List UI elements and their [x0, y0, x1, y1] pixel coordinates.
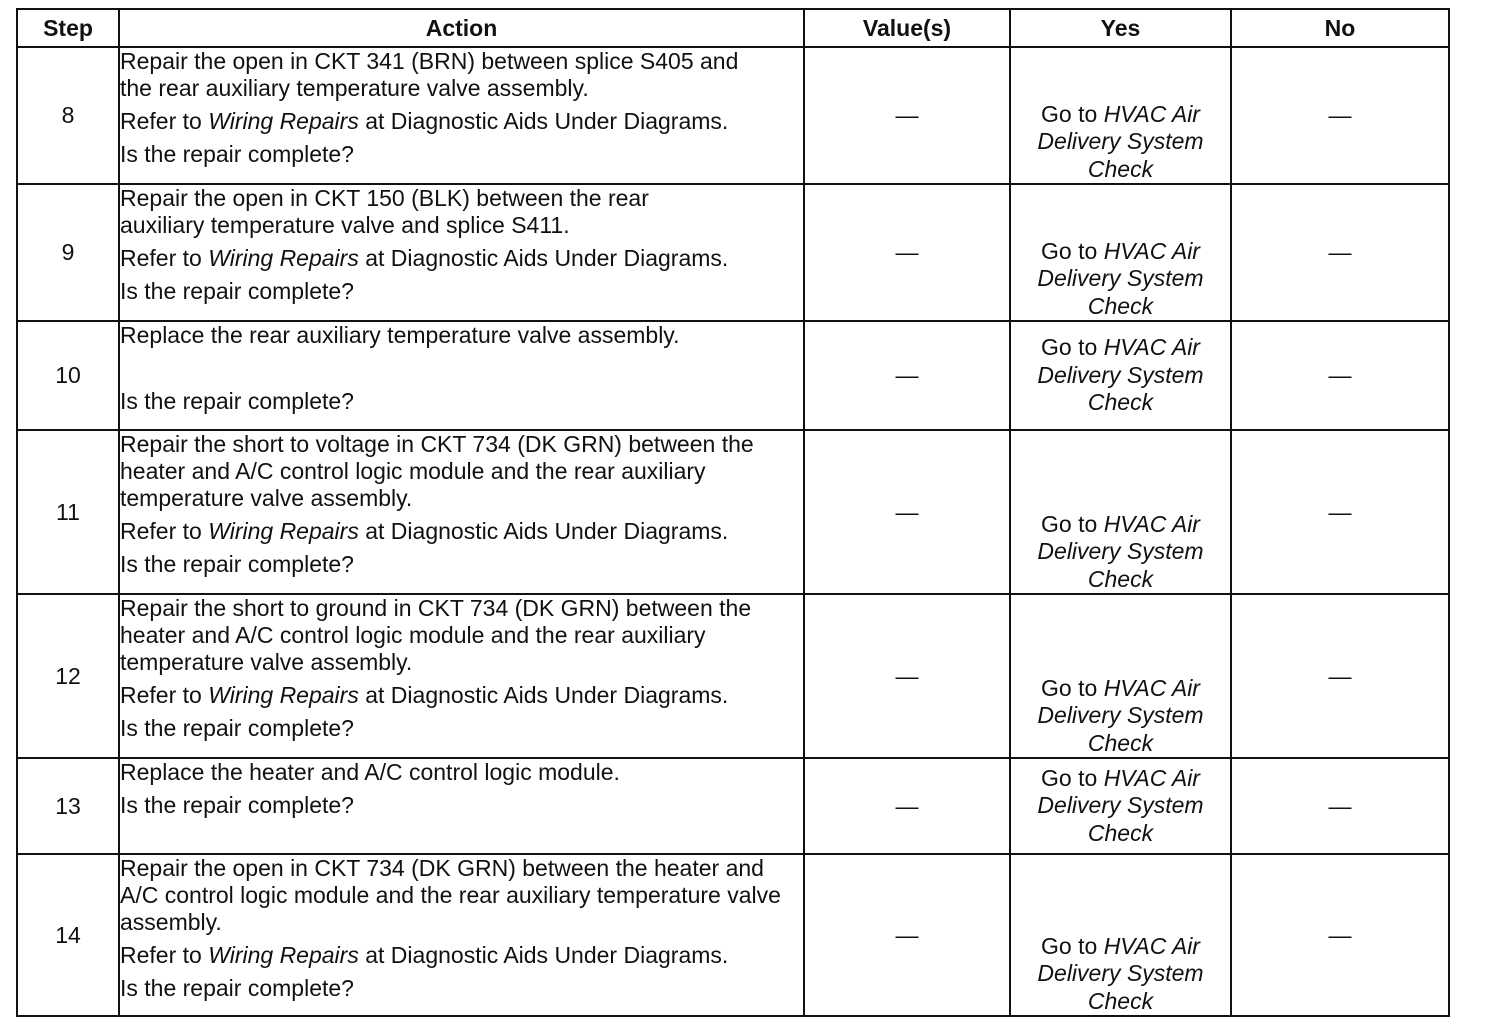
- hvac-check-link[interactable]: HVAC Air Delivery System Check: [1037, 510, 1204, 592]
- header-action: Action: [119, 9, 804, 47]
- diagnostic-table: [16, 8, 1450, 1017]
- action-text: Repair the short to voltage in CKT 734 (DK GRN) between the heater and A/C control logic module and the rear auxiliary temperature valve assembly.: [120, 431, 754, 511]
- wiring-repairs-link[interactable]: Wiring Repairs: [208, 942, 359, 968]
- step-number: 10: [17, 321, 119, 430]
- value-cell: —: [804, 321, 1010, 430]
- hvac-check-link[interactable]: HVAC Air Delivery System Check: [1037, 764, 1204, 846]
- question-text: Is the repair complete?: [120, 141, 354, 167]
- no-cell: —: [1231, 430, 1449, 594]
- table-row: [17, 321, 1449, 430]
- question-text: Is the repair complete?: [120, 551, 354, 577]
- value-cell: —: [804, 594, 1010, 758]
- table-row: [17, 430, 1449, 594]
- yes-cell: Go to HVAC Air Delivery System Check: [1010, 47, 1231, 184]
- header-step: Step: [17, 9, 119, 47]
- step-number: 12: [17, 594, 119, 758]
- value-cell: —: [804, 47, 1010, 184]
- refer-text: Refer to Wiring Repairs at Diagnostic Aids Under Diagrams.: [120, 682, 729, 708]
- step-number: 11: [17, 430, 119, 594]
- hvac-check-link[interactable]: HVAC Air Delivery System Check: [1037, 932, 1204, 1014]
- action-text: Repair the short to ground in CKT 734 (DK GRN) between the heater and A/C control logic module and the rear auxiliary temperature valve assembly.: [120, 595, 752, 675]
- question-text: Is the repair complete?: [120, 792, 354, 818]
- step-number: 14: [17, 854, 119, 1016]
- step-number: 13: [17, 758, 119, 854]
- question-text: Is the repair complete?: [120, 975, 354, 1001]
- question-text: Is the repair complete?: [120, 388, 354, 414]
- value-cell: —: [804, 854, 1010, 1016]
- action-cell: [119, 430, 804, 594]
- table-row: [17, 594, 1449, 758]
- wiring-repairs-link[interactable]: Wiring Repairs: [208, 518, 359, 544]
- action-text: Repair the open in CKT 150 (BLK) between the rear auxiliary temperature valve and splice S411.: [120, 185, 649, 238]
- action-text: Replace the heater and A/C control logic module.: [120, 759, 620, 785]
- refer-text: Refer to Wiring Repairs at Diagnostic Aids Under Diagrams.: [120, 108, 729, 134]
- action-text: Replace the rear auxiliary temperature valve assembly.: [120, 322, 680, 348]
- refer-text: Refer to Wiring Repairs at Diagnostic Aids Under Diagrams.: [120, 245, 729, 271]
- value-cell: —: [804, 430, 1010, 594]
- yes-cell: Go to HVAC Air Delivery System Check: [1010, 430, 1231, 594]
- no-cell: —: [1231, 47, 1449, 184]
- no-cell: —: [1231, 758, 1449, 854]
- action-text: Repair the open in CKT 734 (DK GRN) between the heater and A/C control logic module and the rear auxiliary temperature valve assembly.: [120, 855, 781, 935]
- question-text: Is the repair complete?: [120, 278, 354, 304]
- hvac-check-link[interactable]: HVAC Air Delivery System Check: [1037, 237, 1204, 319]
- no-cell: —: [1231, 321, 1449, 430]
- hvac-check-link[interactable]: HVAC Air Delivery System Check: [1037, 334, 1204, 416]
- yes-cell: Go to HVAC Air Delivery System Check: [1010, 854, 1231, 1016]
- table-row: [17, 47, 1449, 184]
- step-number: 8: [17, 47, 119, 184]
- value-cell: —: [804, 758, 1010, 854]
- yes-cell: Go to HVAC Air Delivery System Check: [1010, 594, 1231, 758]
- action-cell: [119, 321, 804, 430]
- action-cell: [119, 758, 804, 854]
- action-cell: [119, 594, 804, 758]
- table-row: [17, 184, 1449, 321]
- wiring-repairs-link[interactable]: Wiring Repairs: [208, 108, 359, 134]
- action-text: Repair the open in CKT 341 (BRN) between splice S405 and the rear auxiliary temperature valve assembly.: [120, 48, 739, 101]
- refer-text: Refer to Wiring Repairs at Diagnostic Aids Under Diagrams.: [120, 518, 729, 544]
- no-cell: —: [1231, 594, 1449, 758]
- hvac-check-link[interactable]: HVAC Air Delivery System Check: [1037, 100, 1204, 182]
- table-row: [17, 854, 1449, 1016]
- header-values: Value(s): [804, 9, 1010, 47]
- wiring-repairs-link[interactable]: Wiring Repairs: [208, 682, 359, 708]
- question-text: Is the repair complete?: [120, 715, 354, 741]
- value-cell: —: [804, 184, 1010, 321]
- table-row: [17, 758, 1449, 854]
- wiring-repairs-link[interactable]: Wiring Repairs: [208, 245, 359, 271]
- yes-cell: Go to HVAC Air Delivery System Check: [1010, 758, 1231, 854]
- action-cell: [119, 184, 804, 321]
- hvac-check-link[interactable]: HVAC Air Delivery System Check: [1037, 674, 1204, 756]
- header-no: No: [1231, 9, 1449, 47]
- header-row: [17, 9, 1449, 47]
- header-yes: Yes: [1010, 9, 1231, 47]
- no-cell: —: [1231, 854, 1449, 1016]
- action-cell: [119, 47, 804, 184]
- yes-cell: Go to HVAC Air Delivery System Check: [1010, 321, 1231, 430]
- no-cell: —: [1231, 184, 1449, 321]
- refer-text: Refer to Wiring Repairs at Diagnostic Aids Under Diagrams.: [120, 942, 729, 968]
- step-number: 9: [17, 184, 119, 321]
- action-cell: [119, 854, 804, 1016]
- yes-cell: Go to HVAC Air Delivery System Check: [1010, 184, 1231, 321]
